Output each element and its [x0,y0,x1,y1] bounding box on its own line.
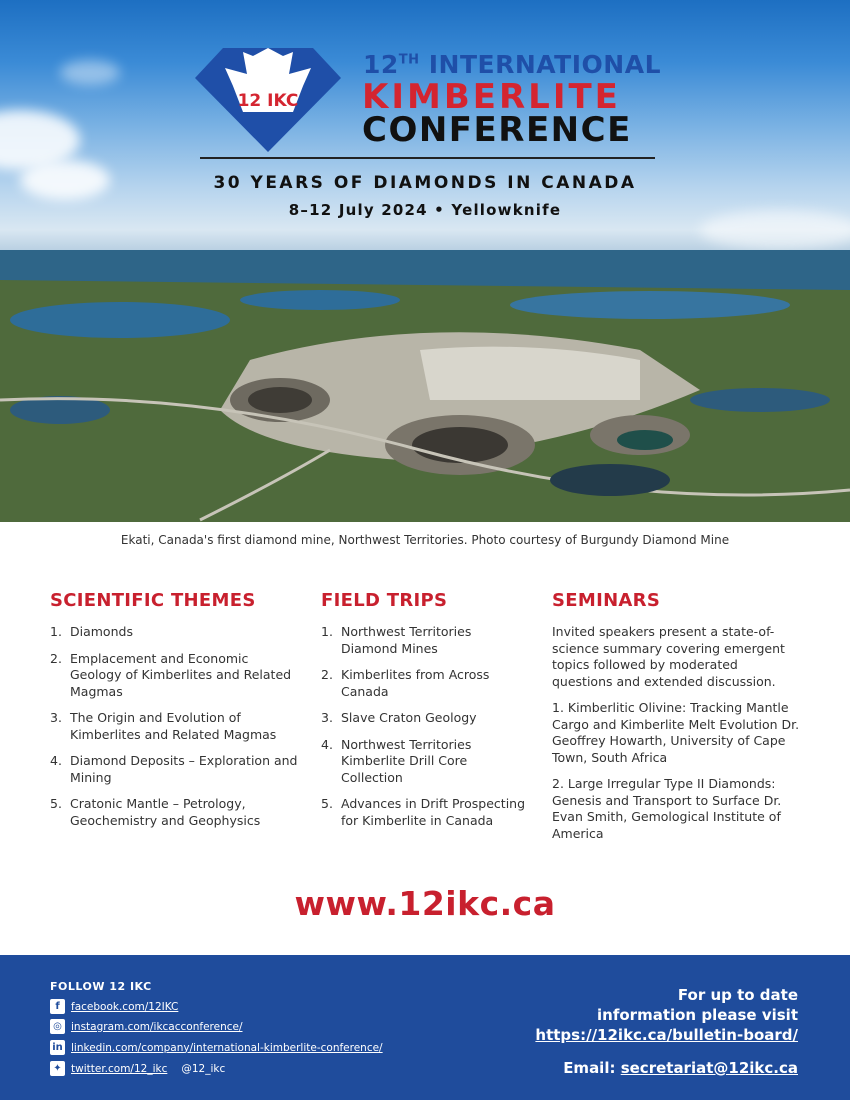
logo-line-international: 12TH INTERNATIONAL [363,50,661,79]
website-link[interactable]: www.12ikc.ca [294,884,556,923]
tagline: 30 YEARS OF DIAMONDS IN CANADA [213,173,637,193]
list-item: 1. Diamonds [50,624,133,639]
photo-caption: Ekati, Canada's first diamond mine, Northwest Territories. Photo courtesy of Burgundy Diamond Mine [120,533,730,547]
social-instagram [50,1019,243,1034]
ikc-diamond-logo [193,46,343,154]
scientific-themes-section [50,590,300,839]
logo-divider [200,157,655,159]
social-facebook [50,999,178,1014]
facebook-link[interactable]: facebook.com/12IKC [71,1000,179,1013]
bulletin-info [535,985,798,1045]
twitter-icon: ✦ [50,1061,65,1076]
seminar-item: 2. Large Irregular Type II Diamonds: Genesis and Transport to Surface Dr. Evan Smith, Gemological Institute of America [552,776,782,841]
instagram-link[interactable]: instagram.com/ikcacconference/ [71,1020,243,1033]
list-item: 2. Kimberlites from Across Canada [321,667,490,699]
social-linkedin [50,1040,383,1055]
follow-heading: FOLLOW 12 IKC [50,980,152,993]
social-twitter [50,1061,225,1076]
email-link[interactable]: secretariat@12ikc.ca [620,1059,798,1077]
info-line: information please visit [597,1006,798,1024]
footer [0,955,850,1100]
email-label: Email: [563,1059,621,1077]
mine-landscape [0,250,850,522]
event-dates: 8–12 July 2024 • Yellowknife [288,201,562,219]
seminars-section [552,590,802,852]
list-item: 4. Diamond Deposits – Exploration and Mining [50,753,298,785]
twitter-link[interactable]: twitter.com/12_ikc [71,1062,168,1075]
section-heading: FIELD TRIPS [321,590,448,611]
seminar-item: 1. Kimberlitic Olivine: Tracking Mantle Cargo and Kimberlite Melt Evolution Dr. Geoffrey Howarth, University of Cape Town, South Africa [552,700,800,765]
hero-photo [0,0,850,522]
list-item: 5. Advances in Drift Prospecting for Kimberlite in Canada [321,796,526,828]
logo-line-conference: CONFERENCE [362,110,632,150]
email-contact [563,1059,798,1077]
list-item: 4. Northwest Territories Kimberlite Drill Core Collection [321,736,472,785]
section-heading: SCIENTIFIC THEMES [50,590,256,611]
list-item: 1. Northwest Territories Diamond Mines [321,624,472,656]
list-item: 3. The Origin and Evolution of Kimberlites and Related Magmas [50,710,277,742]
instagram-icon: ◎ [50,1019,65,1034]
info-line: For up to date [677,986,798,1004]
field-trips-section [321,590,531,839]
logo-line-kimberlite: KIMBERLITE [362,77,621,117]
bulletin-board-link[interactable]: https://12ikc.ca/bulletin-board/ [535,1026,798,1044]
section-heading: SEMINARS [552,590,661,611]
list-item: 2. Emplacement and Economic Geology of Kimberlites and Related Magmas [50,650,292,699]
list-item: 5. Cratonic Mantle – Petrology, Geochemistry and Geophysics [50,796,261,828]
cloud [60,60,120,85]
logo-badge-text: 12 IKC [237,91,299,111]
twitter-handle: @12_ikc [181,1062,226,1075]
linkedin-link[interactable]: linkedin.com/company/international-kimberlite-conference/ [71,1041,383,1054]
seminars-intro: Invited speakers present a state-of-science summary covering emergent topics followed by moderated questions and extended discussion. [552,624,785,689]
list-item: 3. Slave Craton Geology [321,710,477,725]
linkedin-icon: in [50,1040,65,1055]
facebook-icon: f [50,999,65,1014]
